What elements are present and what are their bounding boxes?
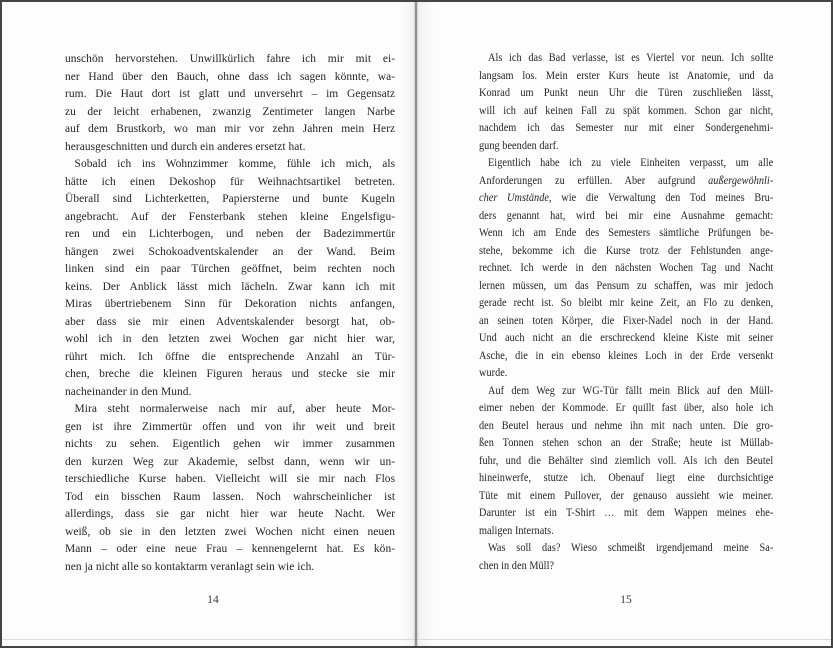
text-line: den Beutel heraus und nehme ihn mit nach unten. Die gro- [479, 419, 774, 432]
text-line: Asche, die in ein ebenso kleines Loch in der Erde versenkt [479, 349, 774, 362]
right-page-text [479, 50, 773, 575]
text-line: an seinen toten Körper, die Fixer-Nadel noch in der Hand. [479, 314, 774, 327]
gutter-shadow-left [399, 2, 415, 646]
text-line: Tod ein bisschen Raum lassen. Noch wahrscheinlicher ist [65, 488, 396, 503]
text-line: rührt mich. Ich öffne die entsprechende Anzahl an Tür- [65, 348, 396, 363]
text-line: Darunter ist ein T-Shirt … mit dem Wappen meines ehe- [479, 507, 774, 519]
text-line: langsam los. Mein erster Kurs heute ist Anatomie, und da [479, 69, 774, 82]
text-line: gen ist ihre Zimmertür offen und von ihr weit und breit [65, 418, 396, 433]
text-line: Mann – oder eine neue Frau – kennengelernt hat. Es kön- [65, 541, 396, 555]
text-line: Wenn ich am Ende des Semesters sämtliche Prüfungen be- [479, 227, 774, 239]
text-line: Und auch nicht an die erschreckend kleine Kiste mit seiner [479, 332, 774, 344]
text-line: Konrad um Punkt neun Uhr die Türen zuschließen lässt, [479, 87, 774, 99]
left-page-text [65, 50, 395, 575]
text-line: Sobald ich ins Wohnzimmer komme, fühle ich mich, als [74, 156, 396, 170]
text-line: Anforderungen zu erfüllen. Aber aufgrund außergewöhnli- [479, 174, 774, 187]
text-line: chen in den Müll? [479, 559, 555, 572]
text-line: gerade recht ist. So bleibt mir keine Zeit, an Flo zu denken, [479, 297, 774, 309]
text-line: gung beenden darf. [479, 139, 559, 152]
left-page-number: 14 [207, 594, 219, 606]
text-line: angebracht. Auf der Fensterbank stehen kleine Engelsfigu- [65, 208, 396, 223]
text-line: linken sind ein paar Türchen geöffnet, beim rechten noch [65, 261, 396, 275]
text-line: cher Umstände, wie die Verwaltung den Tod meines Bru- [479, 192, 774, 204]
text-line: allerdings, dass sie gar nicht hier war heute Nacht. Wer [65, 506, 396, 520]
text-line: keins. Der Anblick lässt mich lächeln. Zwar kann ich mit [65, 278, 396, 293]
book-spine-gutter [415, 2, 417, 646]
text-line: stehe, bekomme ich die Kurse trotz der Fehlstunden ange- [479, 244, 774, 257]
text-line: nachdem ich das Semester nur mit einer Sondergenehmi- [479, 122, 774, 134]
text-line: chen, breche die kleinen Figuren heraus und stecke sie mir [65, 366, 396, 380]
text-line: Was soll das? Wieso schmeißt irgendjemand meine Sa- [488, 542, 774, 554]
text-line: rum. Die Haut dort ist glatt und unversehrt – im Gegensatz [65, 86, 396, 100]
text-line: lernen müssen, um das Pensum zu schaffen, was mir jedoch [479, 279, 774, 292]
text-line: aber dass sie mir einen Adventskalender besorgt hat, ob- [65, 313, 396, 328]
text-line: Als ich das Bad verlasse, ist es Viertel vor neun. Ich sollte [488, 52, 774, 64]
text-line: fuhr, und die Behälter sind ziemlich voll. Als ich den Beutel [479, 454, 774, 467]
text-line: ren und ein Lichterbogen, und neben der Badezimmertür [65, 226, 396, 240]
text-line: nichts zu sehen. Eigentlich gehen wir immer zusammen [65, 436, 396, 450]
text-line: Miras übertriebenem Sinn für Dekoration nichts anfangen, [65, 296, 396, 310]
text-line: wurde. [479, 367, 508, 379]
text-line: nen ja nicht alle so kontaktarm veranlagt sein wie ich. [65, 558, 315, 573]
text-line: hineinwerfe, stutze ich. Obenauf liegt eine durchsichtige [479, 472, 774, 484]
text-line: terschiedliche Kurse haben. Vielleicht will sie mir nach Flos [65, 471, 396, 485]
gutter-shadow-right [417, 2, 435, 646]
text-line: Auf dem Weg zur WG-Tür fällt mein Blick auf den Müll- [488, 384, 774, 397]
text-line: ders genannt hat, wird bei mir eine Ausnahme gemacht: [479, 209, 774, 222]
text-line: zu der leicht erhabenen, zwanzig Zentimeter langen Narbe [65, 103, 396, 118]
text-line: auf dem Brustkorb, wo man mir vor zehn Jahren mein Herz [65, 121, 396, 135]
text-line: hätte ich einen Dekoshop für Weihnachtsartikel betreten. [65, 173, 396, 188]
text-line: herausgeschnitten und durch ein anderes ersetzt hat. [65, 138, 306, 153]
text-line: weiß, ob sie in den letzten zwei Wochen nicht einen neuen [65, 523, 396, 538]
text-line: unschön hervorstehen. Unwillkürlich fahre ich mir mit ei- [65, 51, 396, 65]
text-line: wohl ich in den letzten zwei Wochen gar nicht hier war, [65, 331, 396, 345]
text-line: Eigentlich habe ich zu viele Einheiten verpasst, um alle [488, 157, 774, 169]
text-line: rechnet. Ich werde in den nächsten Wochen Tag und Nacht [479, 262, 774, 274]
text-line: Mira steht normalerweise nach mir auf, aber heute Mor- [74, 401, 396, 415]
right-page-number: 15 [620, 594, 632, 606]
text-line: ßen Tonnen stehen schon an der Straße; heute ist Müllab- [479, 437, 774, 449]
text-line: ner Hand über den Bauch, ohne dass ich sagen könnte, wa- [65, 68, 396, 83]
text-line: maligen Internats. [479, 524, 554, 537]
text-line: den kurzen Weg zur Akademie, selbst dann, wenn wir un- [65, 453, 396, 468]
text-line: nacheinander in den Mund. [65, 383, 192, 398]
text-line: will ich auf keinen Fall zu spät kommen. Schon gar nicht, [479, 104, 774, 117]
text-line: hängen zwei Schokoadventskalender an der Wand. Beim [65, 243, 396, 258]
text-line: Tüte mit einem Pullover, der genauso aussieht wie meiner. [479, 489, 774, 502]
text-line: Überall sind Lichterketten, Papiersterne und bunte Kugeln [65, 191, 396, 205]
text-line: eimer neben der Kommode. Er quillt fast über, also hole ich [479, 402, 774, 414]
